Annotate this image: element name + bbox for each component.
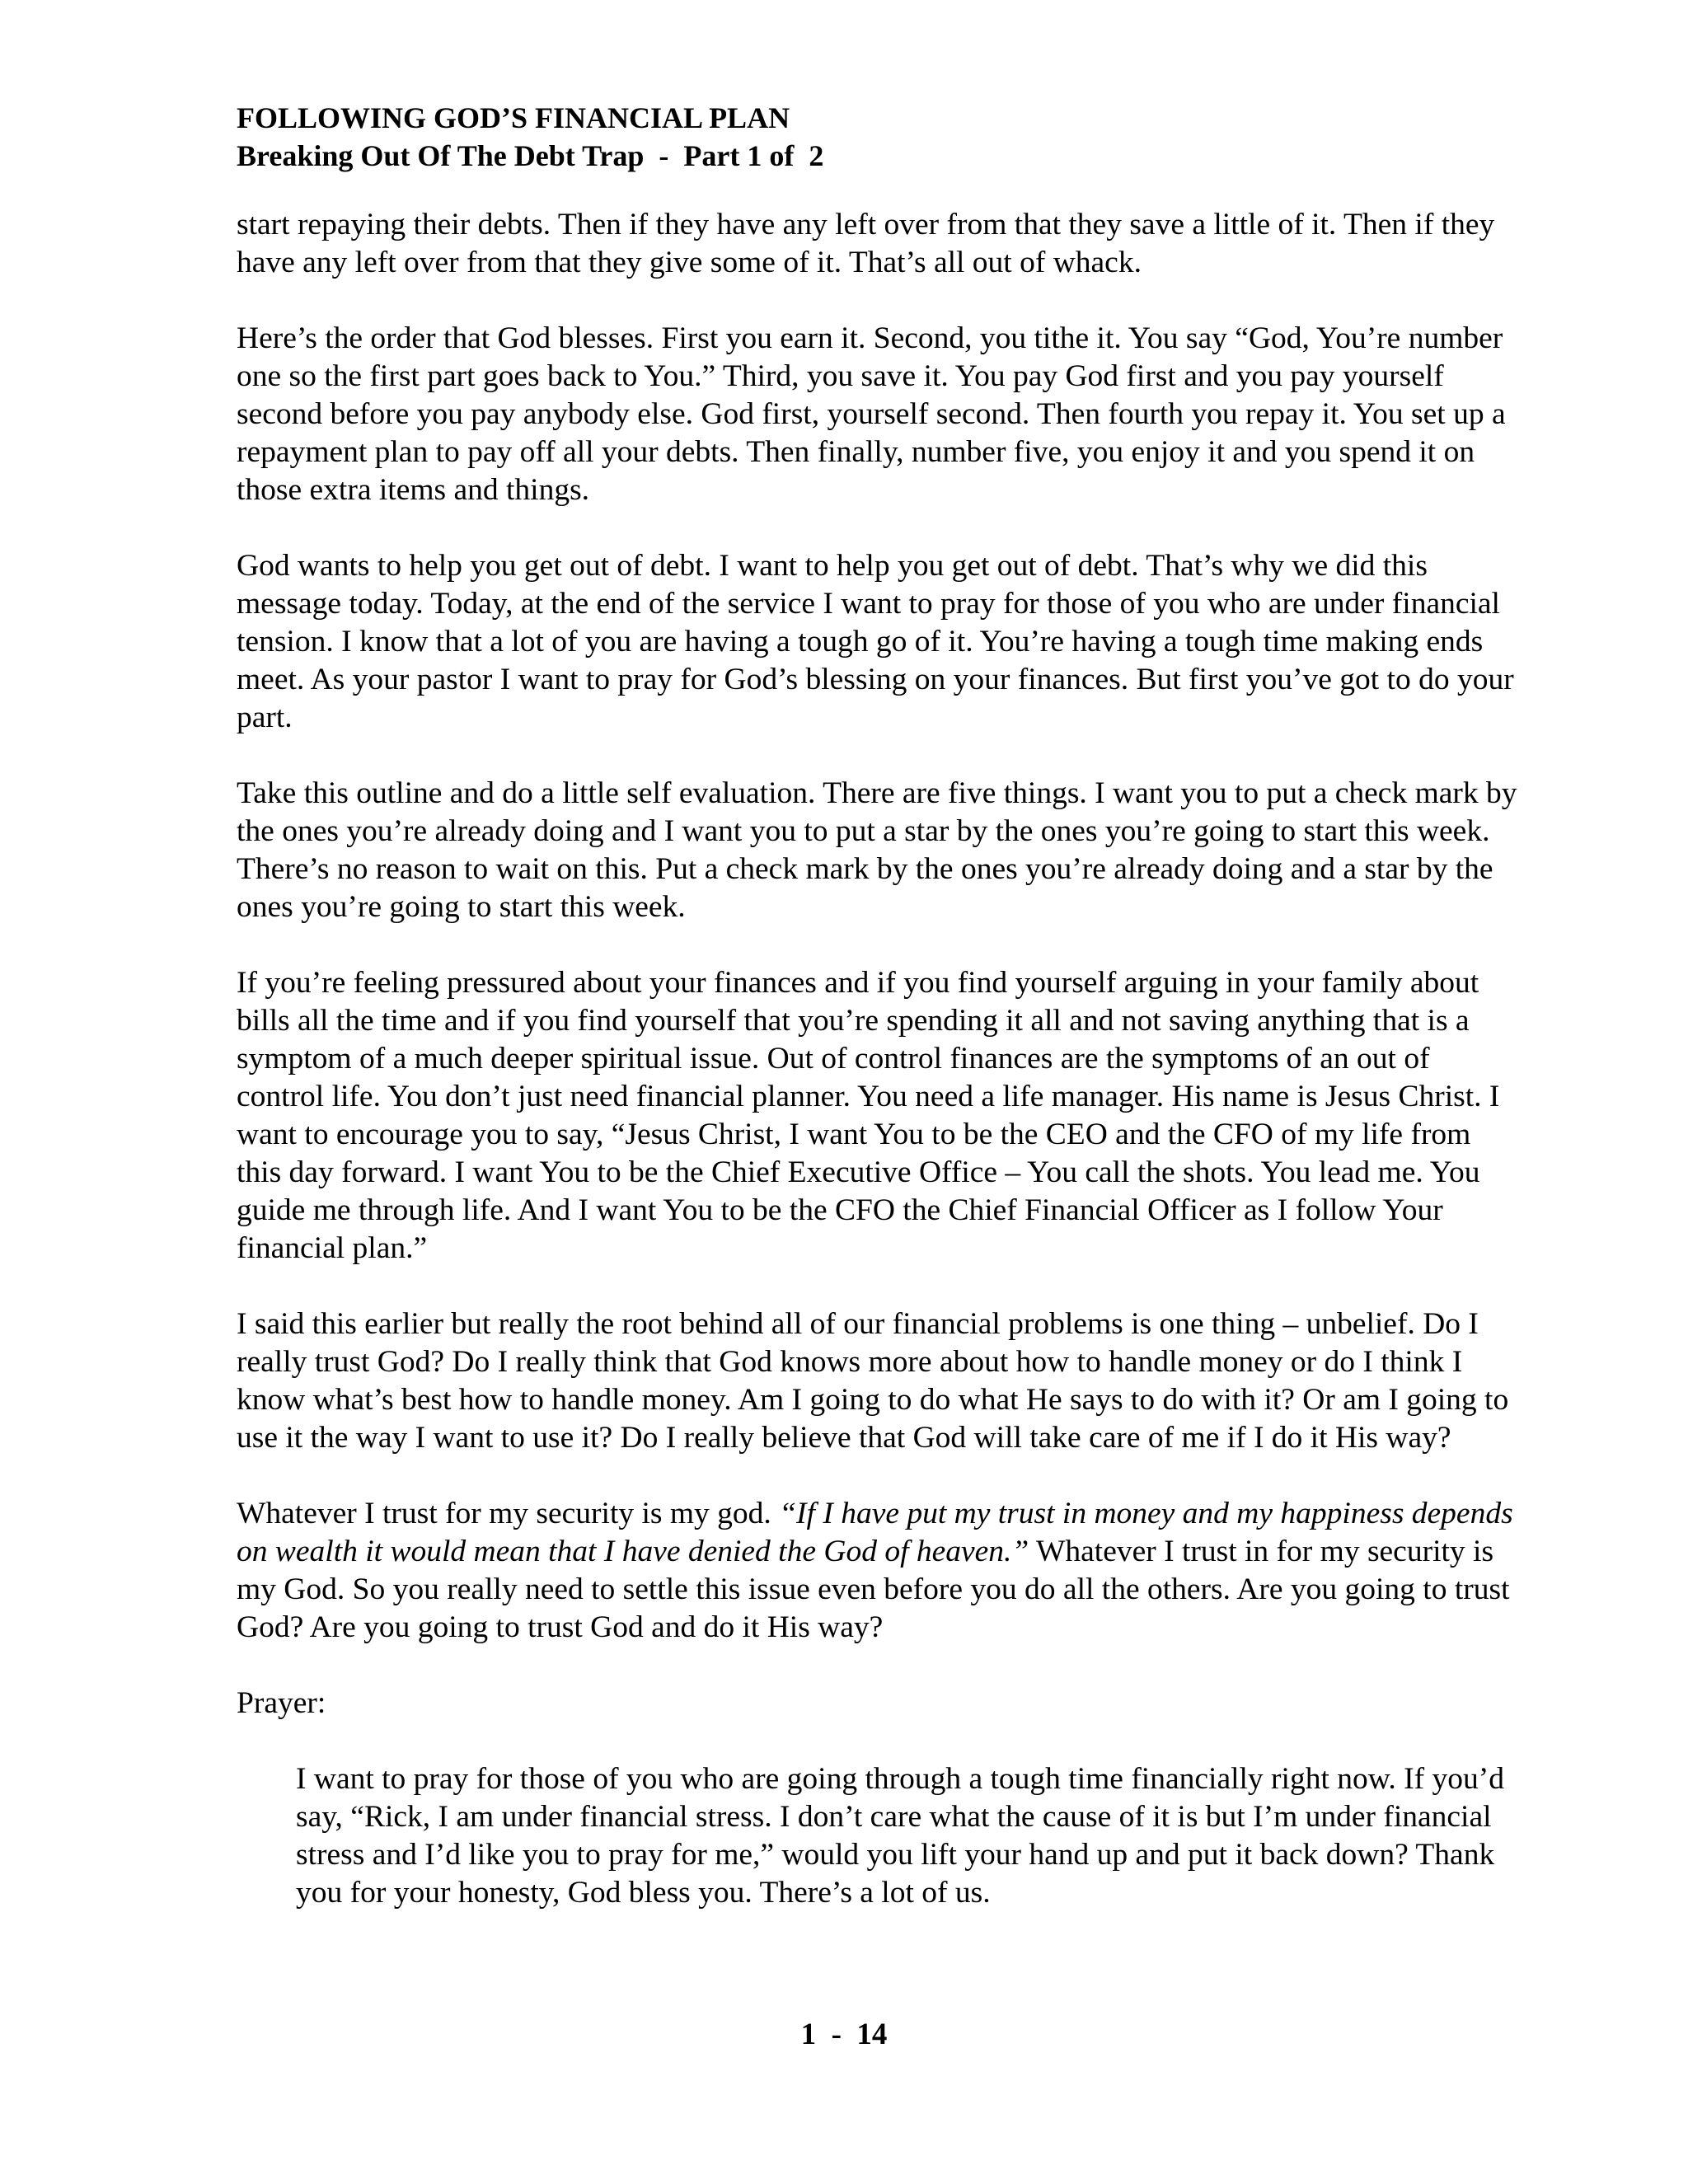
page-header <box>237 99 1522 175</box>
security-rest-text: Whatever I trust in for my security is my God. So you really need to settle this issue even before you do all the others. Are you going to trust God? Are you going to trust God and do it His way? <box>237 1535 1510 1644</box>
paragraph-help-out-of-debt: God wants to help you get out of debt. I want to help you get out of debt. That’s why we did this message today. Today, at the end of the service I want to pray for those of you who are under financial tension. I know that a lot of you are having a tough go of it. You’re having a tough time making ends meet. As your pastor I want to pray for God’s blessing on your finances. But first you’ve got to do your part. <box>237 549 1514 734</box>
document-title: FOLLOWING GOD’S FINANCIAL PLAN <box>237 101 790 134</box>
prayer-label: Prayer: <box>237 1686 326 1720</box>
paragraph-order-of-blessing: Here’s the order that God blesses. First you earn it. Second, you tithe it. You say “God, You’re number one so the first part goes back to You.” Third, you save it. You pay God first and you pay yourself second before you pay anybody else. God first, yourself second. Then fourth you repay it. You set up a repayment plan to pay off all your debts. Then finally, number five, you enjoy it and you spend it on those extra items and things. <box>237 321 1506 507</box>
security-lead-text: Whatever I trust for my security is my god. <box>237 1497 780 1530</box>
paragraph-self-evaluation: Take this outline and do a little self evaluation. There are five things. I want you to put a check mark by the ones you’re already doing and I want you to put a star by the ones you’re going to start this week. There’s no reason to wait on this. Put a check mark by the ones you’re already doing and a star by the ones you’re going to start this week. <box>237 776 1517 924</box>
paragraph-security <box>237 1495 1522 1647</box>
paragraph-unbelief: I said this earlier but really the root behind all of our financial problems is one thing – unbelief. Do I really trust God? Do I really think that God knows more about how to handle money or do I think I know what’s best how to handle money. Am I going to do what He says to do with it? Or am I going to use it the way I want to use it? Do I really believe that God will take care of me if I do it His way? <box>237 1307 1509 1455</box>
document-subtitle: Breaking Out Of The Debt Trap - Part 1 of 2 <box>237 139 824 172</box>
page-number: 1 - 14 <box>800 2018 888 2051</box>
paragraph-life-manager: If you’re feeling pressured about your finances and if you find yourself arguing in your family about bills all the time and if you find yourself that you’re spending it all and not saving anything that is a symptom of a much deeper spiritual issue. Out of control finances are the symptoms of an out of control life. You don’t just need financial planner. You need a life manager. His name is Jesus Christ. I want to encourage you to say, “Jesus Christ, I want You to be the CEO and the CFO of my life from this day forward. I want You to be the Chief Executive Office – You call the shots. You lead me. You guide me through life. And I want You to be the CFO the Chief Financial Officer as I follow Your financial plan.” <box>237 966 1500 1265</box>
scripture-quote: “If I have put my trust in money and my happiness depends on wealth it would mean that I have denied the God of heaven.” <box>237 1497 1513 1568</box>
prayer-text: I want to pray for those of you who are going through a tough time financially right now. If you’d say, “Rick, I am under financial stress. I don’t care what the cause of it is but I’m under financial stress and I’d like you to pray for me,” would you lift your hand up and put it back down? Thank you for your honesty, God bless you. There’s a lot of us. <box>296 1762 1504 1910</box>
paragraph-continuation: start repaying their debts. Then if they have any left over from that they save a little of it. Then if they have any left over from that they give some of it. That’s all out of whack. <box>237 208 1495 279</box>
document-body <box>237 206 1522 1950</box>
